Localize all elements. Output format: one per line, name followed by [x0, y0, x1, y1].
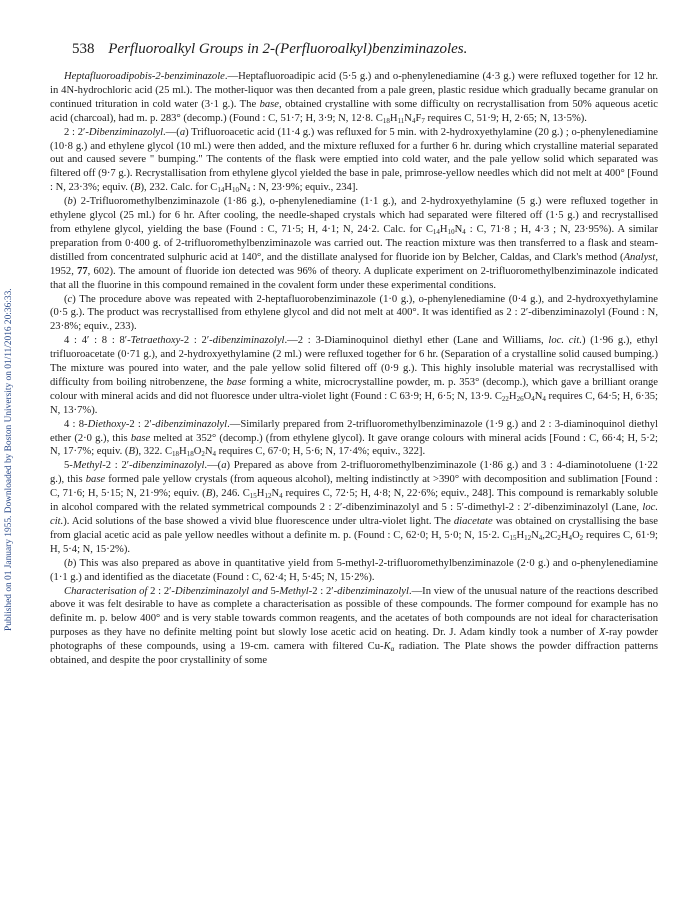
text-run: 4 : 8- [64, 418, 88, 430]
body-paragraph [50, 459, 658, 556]
text-run: , 602). The amount of fluoride ion detected was 96% of theory. A duplicate experiment on 2-trifluoromethylbenziminazole indicated that all the fluorine in this compound remained in the covalent form under these experimental conditions. [50, 265, 659, 291]
text-run: B [128, 446, 135, 458]
text-run: O [523, 390, 532, 402]
body-paragraph [50, 418, 658, 460]
text-run: B [205, 488, 213, 500]
text-run: dibenziminazolyl [132, 460, 205, 472]
text-run: requires C, 72·5; H, 4·8; N, 22·6%; equiv., 248]. This compound is remarkably soluble in alcohol compared with the related symmetrical compounds 2 : 2′-dibenziminazolyl and 5 : 5′-dimethyl-2 : 2′-dibenziminazolyl (Lane, [50, 488, 658, 514]
text-run: -2 : 2′- [125, 418, 156, 430]
text-run: ) 2-Trifluoromethylbenziminazole (1·86 g.), o-phenylenediamine (1·1 g.), and 2-hydroxyethylamine (5 g.) were refluxed together in ethylene glycol (25 ml.) for 6 hr. After cooling, the needle-shaped crystals which had separated were filtered off (1·5 g.) and recrystallised from ethylene glycol, yielding the base (Found : C, 71·5; H, 4·1; N, 24·2. Calc. for C [50, 196, 658, 235]
text-run: H [516, 529, 525, 541]
subscript: 4 [538, 533, 543, 542]
text-run: c [67, 293, 73, 305]
subscript: 4 [279, 492, 283, 501]
text-run: Heptafluoroadipobis-2-benziminazole [64, 71, 225, 82]
text-run: Characterisation of [64, 585, 148, 597]
text-run: .—Heptafluoroadipic acid (5·5 g.) and o-phenylenediamine (4·3 g.) were refluxed together for 12 hr. in 4N-hydrochloric acid (25 ml.). The mother-liquor was then decanted from a pale green, plastic residue which gradually became granular on continued trituration in cold water (3·1 g.). The [50, 71, 658, 110]
body-paragraph [50, 293, 658, 335]
text-run: loc. cit. [548, 335, 582, 347]
subscript: 10 [447, 227, 455, 236]
text-run: : N, 23·9%; equiv., 234]. [250, 182, 359, 194]
text-run: B [134, 182, 141, 194]
text-run: base [85, 474, 106, 486]
text-run: formed pale yellow crystals (from aqueous alcohol), melting indistinctly at >390° with decomposition and sublimation [Found : C, 71·6; H, 5·15; N, 21·9%; equiv. ( [50, 474, 658, 500]
text-run: ) Trifluoroacetic acid (11·4 g.) was refluxed for 5 min. with 2-hydroxyethylamine (20 g.) ; o-phenylenediamine (10·8 g.) and ethylene glycol (10 ml.) were then added, and the mixture refluxed for a further 6 hr. during which crystalline material separated out and caused severe " bumping." The contents of the flask were emptied into cold water, and the pale yellow solid which separated was filtered off (9·7 g.). Recrystallisation from ethylene glycol yielded the base in pale, primrose-yellow needles which did not melt at 400° [Found : N, 23·3%; equiv. ( [50, 126, 658, 194]
text-run: requires C, 61·9; H, 5·4; N, 15·2%). [50, 529, 658, 555]
text-run: -2 : 2′- [102, 460, 133, 472]
text-run: -2 : 2′- [180, 335, 213, 347]
text-run: requires C, 51·9; H, 2·65; N, 13·5%). [424, 112, 587, 124]
text-run: ). Acid solutions of the base showed a vivid blue fluorescence under ultra-violet light. The [63, 516, 454, 527]
text-run: N [531, 529, 539, 541]
subscript: 18 [382, 116, 390, 125]
text-run: Methyl [72, 460, 103, 472]
subscript: 4 [411, 116, 416, 125]
text-run: X [599, 627, 606, 639]
text-run: N [404, 112, 412, 124]
text-run: .—2 : 3-Diaminoquinol diethyl ether (Lane and Williams, [284, 335, 549, 347]
text-run: dibenziminazolyl [212, 335, 285, 347]
subscript: 22 [501, 394, 509, 403]
subscript: 15 [509, 533, 517, 542]
text-run: base [259, 98, 279, 110]
body-paragraph [50, 126, 658, 196]
subscript: 14 [432, 227, 440, 236]
text-run: 5- [64, 460, 73, 472]
text-run: Tetraethoxy [130, 335, 181, 347]
subscript: 4 [568, 533, 572, 542]
text-run: dibenziminazolyl [155, 418, 228, 430]
subscript: 2 [579, 533, 584, 542]
text-run: , 1952, [50, 251, 658, 277]
text-run: K [383, 641, 391, 653]
body-paragraph [50, 70, 658, 126]
text-run: N [271, 488, 280, 500]
text-run: Dibenziminazolyl and [174, 585, 268, 597]
body-paragraph [50, 585, 658, 668]
page-header [72, 41, 652, 58]
text-run: H [256, 488, 265, 500]
text-run: H [224, 182, 232, 194]
text-run: N [238, 182, 247, 194]
subscript: 12 [264, 492, 272, 501]
text-run: H [179, 446, 187, 458]
text-run: b [67, 196, 73, 208]
subscript: 18 [186, 450, 194, 459]
text-run: ( [64, 196, 68, 208]
text-run: H [439, 223, 448, 235]
subscript: 4 [531, 394, 535, 403]
text-run: .—Similarly prepared from 2-trifluoromethylbenziminazole (1·9 g.) and 2 : 3-diaminoquinol diethyl ether (2·0 g.), this [50, 418, 658, 444]
text-run: 5- [267, 585, 280, 597]
text-run: F [415, 112, 422, 124]
running-title: Perfluoroalkyl Groups in 2-(Perfluoroalkyl)benziminazoles. [108, 41, 468, 57]
subscript: 4 [212, 450, 216, 459]
text-run: requires C, 64·5; H, 6·35; N, 13·7%). [50, 390, 658, 416]
text-run: loc. cit. [50, 502, 658, 527]
text-run: .—In view of the unusual nature of the reactions described above it was felt desirable to have as complete a characterisation as possible of these compounds. The former compound for example has no definite m. p. below 400° and is very stable towards common reagents, and the acetates of both compounds are not ideal for characterisation purposes as they have no definite melting point but slowly lose acetic acid on heating. Dr. J. Adam kindly took a number of [50, 585, 658, 639]
text-run: O [571, 529, 580, 541]
text-run: ) (1·96 g.), ethyl trifluoroacetate (0·71 g.), and 2-hydroxyethylamine (2 ml.) were refluxed together for 6 hr. (Separation of a crystalline solid caused bumping.) The mixture was poured into water, and the pale yellow solid filtered off (0·9 g.). This highly insoluble material was recrystallised with difficulty from boiling nitrobenzene, the [50, 335, 658, 388]
text-run: Methyl [279, 585, 309, 597]
text-run: N [204, 446, 213, 458]
text-run: N [454, 223, 463, 235]
text-run: ( [64, 557, 68, 569]
text-run: N [534, 390, 543, 402]
article-body [50, 70, 658, 668]
text-run: Analyst [623, 251, 656, 263]
text-run: .—( [163, 126, 180, 138]
body-paragraph [50, 195, 658, 292]
subscript: 4 [246, 186, 251, 195]
text-run: ) This was also prepared as above in quantitative yield from 5-methyl-2-trifluoromethylbenziminazole (2·0 g.) and o-phenylenediamine (1·1 g.) and identified as the diacetate (Found : C, 62·4; H, 5·45; N, 15·2%). [50, 557, 658, 583]
text-run: ), 246. C [212, 488, 250, 500]
text-run: b [67, 557, 73, 569]
subscript: 12 [524, 533, 532, 542]
body-paragraph [50, 557, 658, 585]
subscript: 2 [557, 533, 561, 542]
text-run: was obtained on crystallising the base from glacial acetic acid as pale yellow needles without a definite m. p. (Found : C, 62·0; H, 5·0; N, 15·2. C [50, 516, 658, 541]
text-run: a [179, 126, 186, 138]
text-run: forming a white, microcrystalline powder, m. p. 353° (decomp.), which gave a brilliant orange colour with mineral acids and did not fluoresce under ultra-violet light (Found : C 63·9; H, 6·5; N, 13·9. C [50, 376, 658, 402]
subscript: 2 [201, 450, 205, 459]
subscript: 11 [397, 116, 405, 125]
text-run: -ray powder photographs of these compounds, using a 19-cm. camera with filtered Cu- [50, 627, 658, 653]
text-run: diacetate [453, 516, 493, 527]
subscript: 14 [217, 186, 225, 195]
text-run: , obtained crystalline with some difficulty on recrystallisation from 50% aqueous acetic acid (charcoal), had m. p. 283° (decomp.) (Found : C, 51·7; H, 3·9; N, 12·8. C [50, 98, 658, 124]
subscript: 10 [231, 186, 239, 195]
subscript: 26 [516, 394, 524, 403]
subscript: 7 [421, 116, 425, 125]
text-run: base [226, 376, 247, 388]
subscript: 18 [172, 450, 180, 459]
text-run: Dibenziminazolyl [88, 126, 164, 138]
body-paragraph [50, 334, 658, 417]
text-run: 77 [77, 265, 88, 277]
text-run: ) The procedure above was repeated with 2-heptafluorobenziminazole (1·0 g.), o-phenylenediamine (0·4 g.), and 2-hydroxyethylamine (0·5 g.). The product was recrystallised from ethylene glycol and did not melt at 400°. It was identified as 2 : 2′-dibenziminazolyl (Found : N, 23·8%; equiv., 233). [50, 293, 658, 333]
page-number: 538 [72, 41, 95, 57]
text-run: ), 232. Calc. for C [140, 182, 218, 194]
download-watermark: Published on 01 January 1955. Downloaded by Boston University on 01/11/2016 20:36:33. [4, 288, 14, 632]
text-run: -2 : 2′- [308, 585, 338, 597]
subscript: α [390, 645, 395, 654]
text-run: ( [64, 293, 68, 305]
text-run: melted at 352° (decomp.) (from ethylene glycol). It gave orange colours with mineral acids [Found : C, 66·4; H, 5·2; N, 17·7%; equiv. ( [50, 432, 658, 458]
text-run: ) Prepared as above from 2-trifluoromethylbenziminazole (1·86 g.) and 3 : 4-diaminotoluene (1·22 g.), this [50, 460, 658, 486]
text-run: H [389, 112, 398, 124]
text-run: dibenziminazolyl [337, 585, 409, 597]
text-run: H [508, 390, 517, 402]
text-run: 2 : 2′- [147, 585, 175, 597]
subscript: 4 [542, 394, 546, 403]
text-run: a [221, 460, 227, 472]
subscript: 4 [462, 227, 466, 236]
text-run: O [193, 446, 202, 458]
text-run: requires C, 67·0; H, 5·6; N, 17·4%; equiv., 322]. [216, 446, 426, 458]
text-run: base [130, 432, 151, 444]
text-run: ), 322. C [134, 446, 173, 458]
text-run: : C, 71·8 ; H, 4·3 ; N, 23·95%). A similar preparation from 0·400 g. of 2-trifluoromethylbenziminazole was carried out. The reaction mixture was then transferred to a flask and steam-distilled from concentrated sulphuric acid at 140°, and the distillate analysed for fluoride ion by Belcher, Caldas, and Clark's method ( [50, 223, 658, 263]
text-run: 4 : 4′ : 8 : 8′- [64, 335, 131, 347]
text-run: .—( [204, 460, 222, 472]
text-run: H [560, 529, 569, 541]
text-run: Diethoxy [87, 418, 126, 430]
text-run: radiation. The Plate shows the powder diffraction patterns obtained, and despite the poor crystallinity of some [50, 641, 659, 667]
subscript: 15 [249, 492, 257, 501]
text-run: 2 : 2′- [64, 126, 89, 138]
text-run: ,2C [542, 529, 558, 541]
